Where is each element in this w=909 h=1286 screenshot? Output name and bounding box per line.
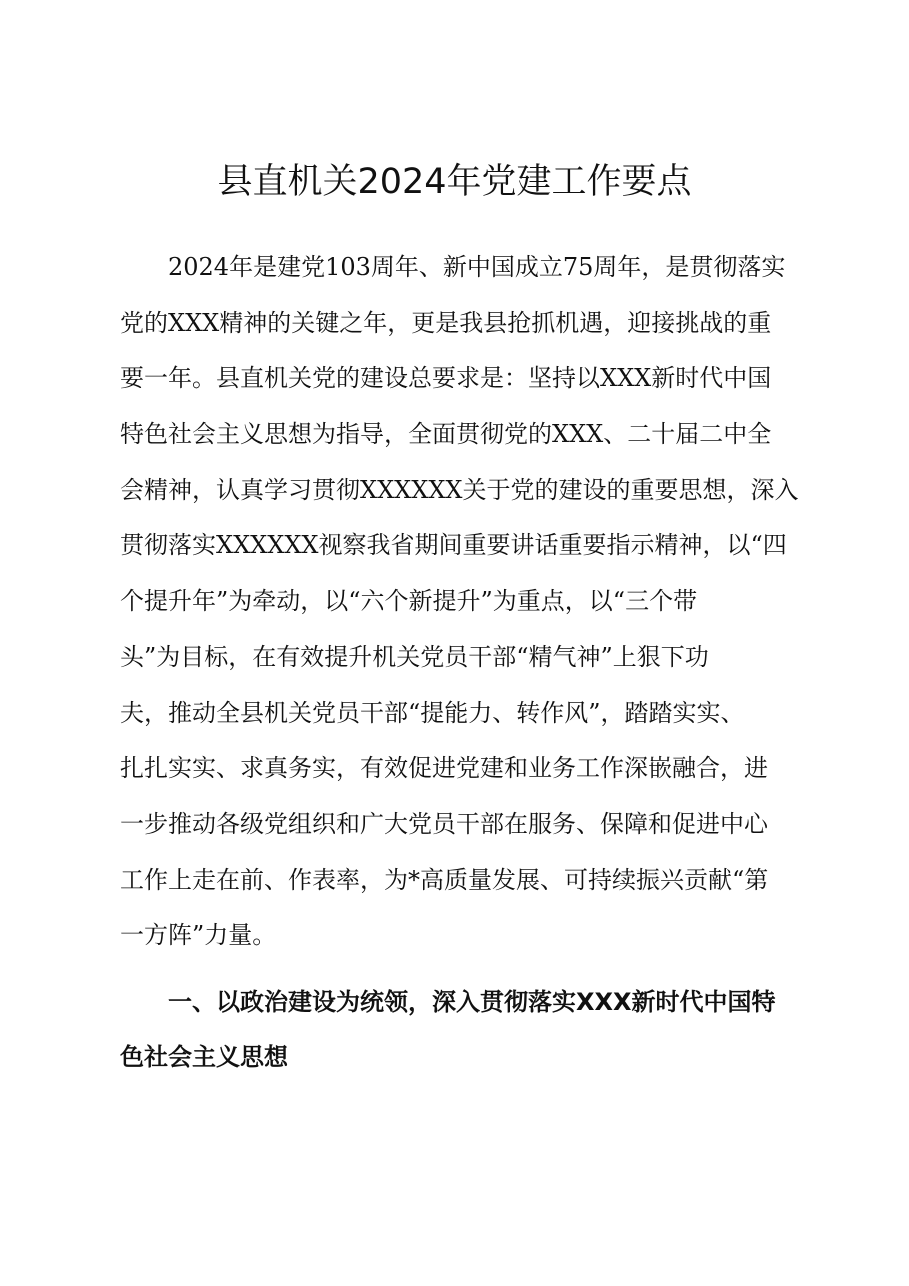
paragraph-line: 一方阵”力量。: [120, 921, 277, 950]
paragraph-line: 要一年。县直机关党的建设总要求是：坚持以XXX新时代中国: [120, 364, 772, 393]
paragraph-line: 一步推动各级党组织和广大党员干部在服务、保障和促进中心: [120, 809, 768, 838]
section-heading-1: [120, 975, 800, 1085]
paragraph-line: 工作上走在前、作表率，为*高质量发展、可持续振兴贡献“第: [120, 865, 769, 894]
paragraph-line: 扎扎实实、求真务实，有效促进党建和业务工作深嵌融合，进: [120, 754, 768, 783]
paragraph-intro: [120, 240, 799, 964]
heading-line: 色社会主义思想: [120, 1043, 288, 1071]
heading-line: 一、以政治建设为统领，深入贯彻落实XXX新时代中国特: [120, 988, 776, 1016]
paragraph-line: 会精神，认真学习贯彻XXXXXX关于党的建设的重要思想，深入: [120, 475, 799, 504]
paragraph-line: 特色社会主义思想为指导，全面贯彻党的XXX、二十届二中全: [120, 420, 772, 449]
paragraph-line: 夫，推动全县机关党员干部“提能力、转作风”，踏踏实实、: [120, 698, 745, 727]
paragraph-line: 贯彻落实XXXXXX视察我省期间重要讲话重要指示精神，以“四: [120, 531, 787, 560]
paragraph-line: 党的XXX精神的关键之年，更是我县抢抓机遇，迎接挑战的重: [120, 308, 772, 337]
paragraph-line: 2024年是建党103周年、新中国成立75周年，是贯彻落实: [120, 253, 786, 281]
paragraph-line: 个提升年”为牵动，以“六个新提升”为重点，以“三个带: [120, 587, 698, 616]
paragraph-line: 头”为目标，在有效提升机关党员干部“精气神”上狠下功: [120, 642, 709, 671]
document-title: 县直机关2024年党建工作要点: [217, 162, 692, 202]
